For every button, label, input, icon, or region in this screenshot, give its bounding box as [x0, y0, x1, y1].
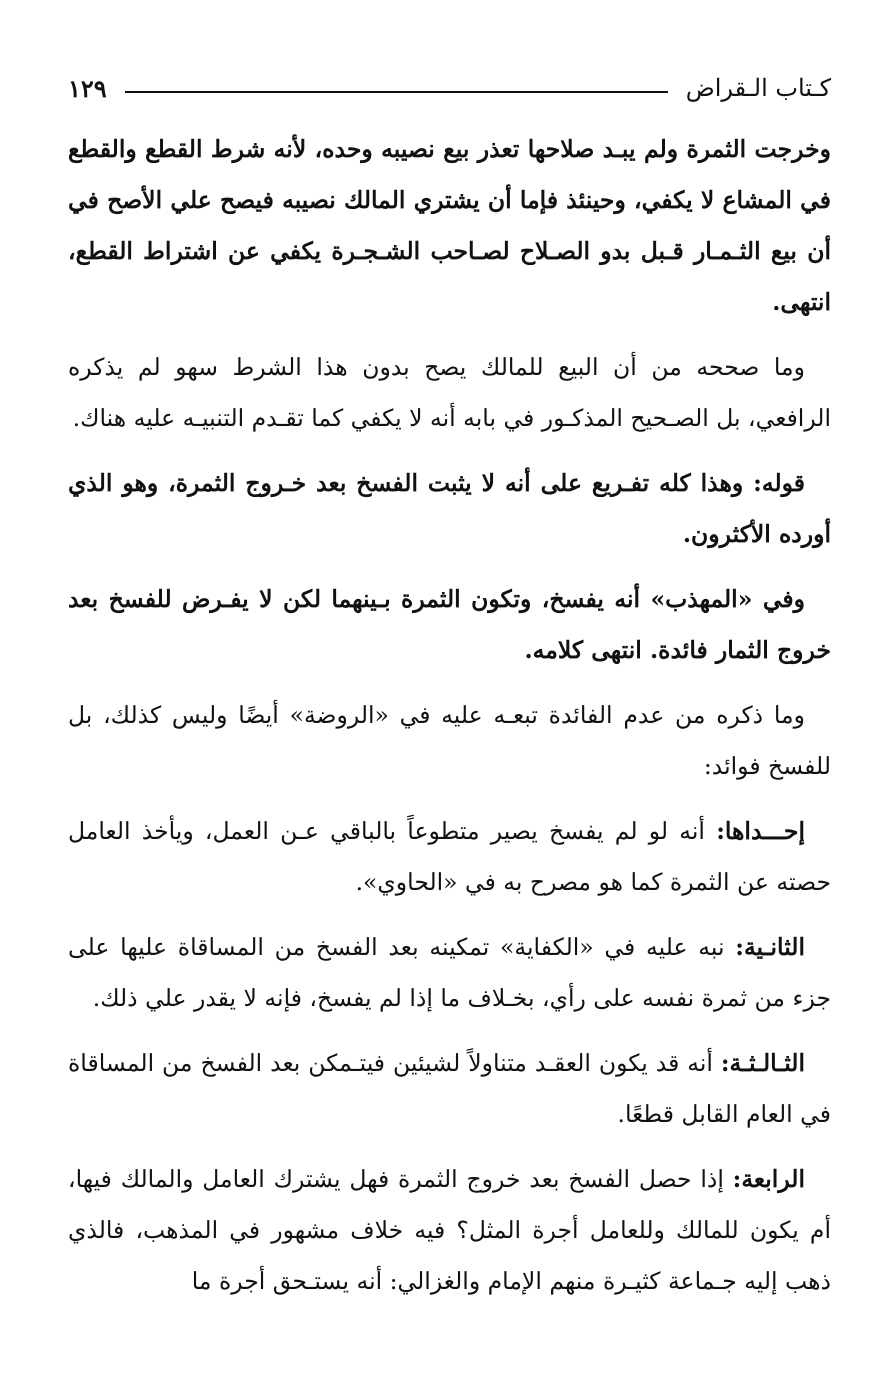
paragraph-text: وما صححه من أن البيع للمالك يصح بدون هذا الشرط سهو لم يذكره الرافعي، بل الصـحيح المذكـور في بابه أنه لا يكفي كما تقـدم التنبيـه عليه هناك. — [68, 353, 831, 432]
paragraph-text: وفي «المهذب» أنه يفسخ، وتكون الثمرة بـينهما لكن لا يفـرض للفسخ بعد خروج الثمار فائدة. انتهى كلامه. — [68, 585, 831, 664]
paragraph-text: إذا حصل الفسخ بعد خروج الثمرة فهل يشترك العامل والمالك فيها، أم يكون للمالك وللعامل أجرة المثل؟ فيه خلاف مشهور في المذهب، فالذي ذهب إليه جـماعة كثيـرة منهم الإمام والغزالي: أنه يستـحق أجرة ما — [68, 1165, 831, 1295]
paragraph-lead: الثانـية: — [735, 933, 805, 961]
paragraph-5 — [68, 690, 831, 792]
paragraph-text: وخرجت الثمرة ولم يبـد صلاحها تعذر بيع نصيبه وحده، لأنه شرط القطع والقطع في المشاع لا يكفي، وحينئذ فإما أن يشتري المالك نصيبه فيصح علي الأصح في أن بيع الثـمـار قـبل بدو الصـلاح لصـاحب الشـجـرة يكفي عن اشتراط القطع، انتهى. — [68, 135, 831, 316]
paragraph-lead: الرابعة: — [732, 1165, 805, 1193]
chapter-title: كـتاب الـقراض — [685, 74, 831, 102]
paragraph-text: أنه لو لم يفسخ يصير متطوعاً بالباقي عـن العمل، ويأخذ العامل حصته عن الثمرة كما هو مصرح به في «الحاوي». — [68, 817, 831, 896]
page-header — [68, 66, 831, 110]
paragraph-4 — [68, 574, 831, 676]
paragraph-7 — [68, 922, 831, 1024]
paragraph-lead: الثـالـثـة: — [720, 1049, 805, 1077]
paragraph-8 — [68, 1038, 831, 1140]
header-rule — [125, 91, 668, 93]
paragraph-2 — [68, 342, 831, 444]
paragraph-3 — [68, 458, 831, 560]
paragraph-text: أنه قد يكون العقـد متناولاً لشيئين فيتـمكن بعد الفسخ من المساقاة في العام القابل قطعًا. — [68, 1049, 831, 1128]
paragraph-text: وما ذكره من عدم الفائدة تبعـه عليه في «الروضة» أيضًا وليس كذلك، بل للفسخ فوائد: — [68, 701, 831, 780]
paragraph-6 — [68, 806, 831, 908]
paragraph-1 — [68, 124, 831, 328]
page-number: ١٢٩ — [68, 73, 107, 103]
paragraph-9 — [68, 1154, 831, 1307]
paragraph-text: قوله: وهذا كله تفـريع على أنه لا يثبت الفسخ بعد خـروج الثمرة، وهو الذي أورده الأكثرون. — [68, 469, 831, 548]
page-body — [68, 124, 831, 1321]
paragraph-text: نبه عليه في «الكفاية» تمكينه بعد الفسخ من المساقاة عليها على جزء من ثمرة نفسه على رأي، بخـلاف ما إذا لم يفسخ، فإنه لا يقدر علي ذلك. — [68, 933, 831, 1012]
paragraph-lead: إحـــداها: — [716, 817, 805, 845]
